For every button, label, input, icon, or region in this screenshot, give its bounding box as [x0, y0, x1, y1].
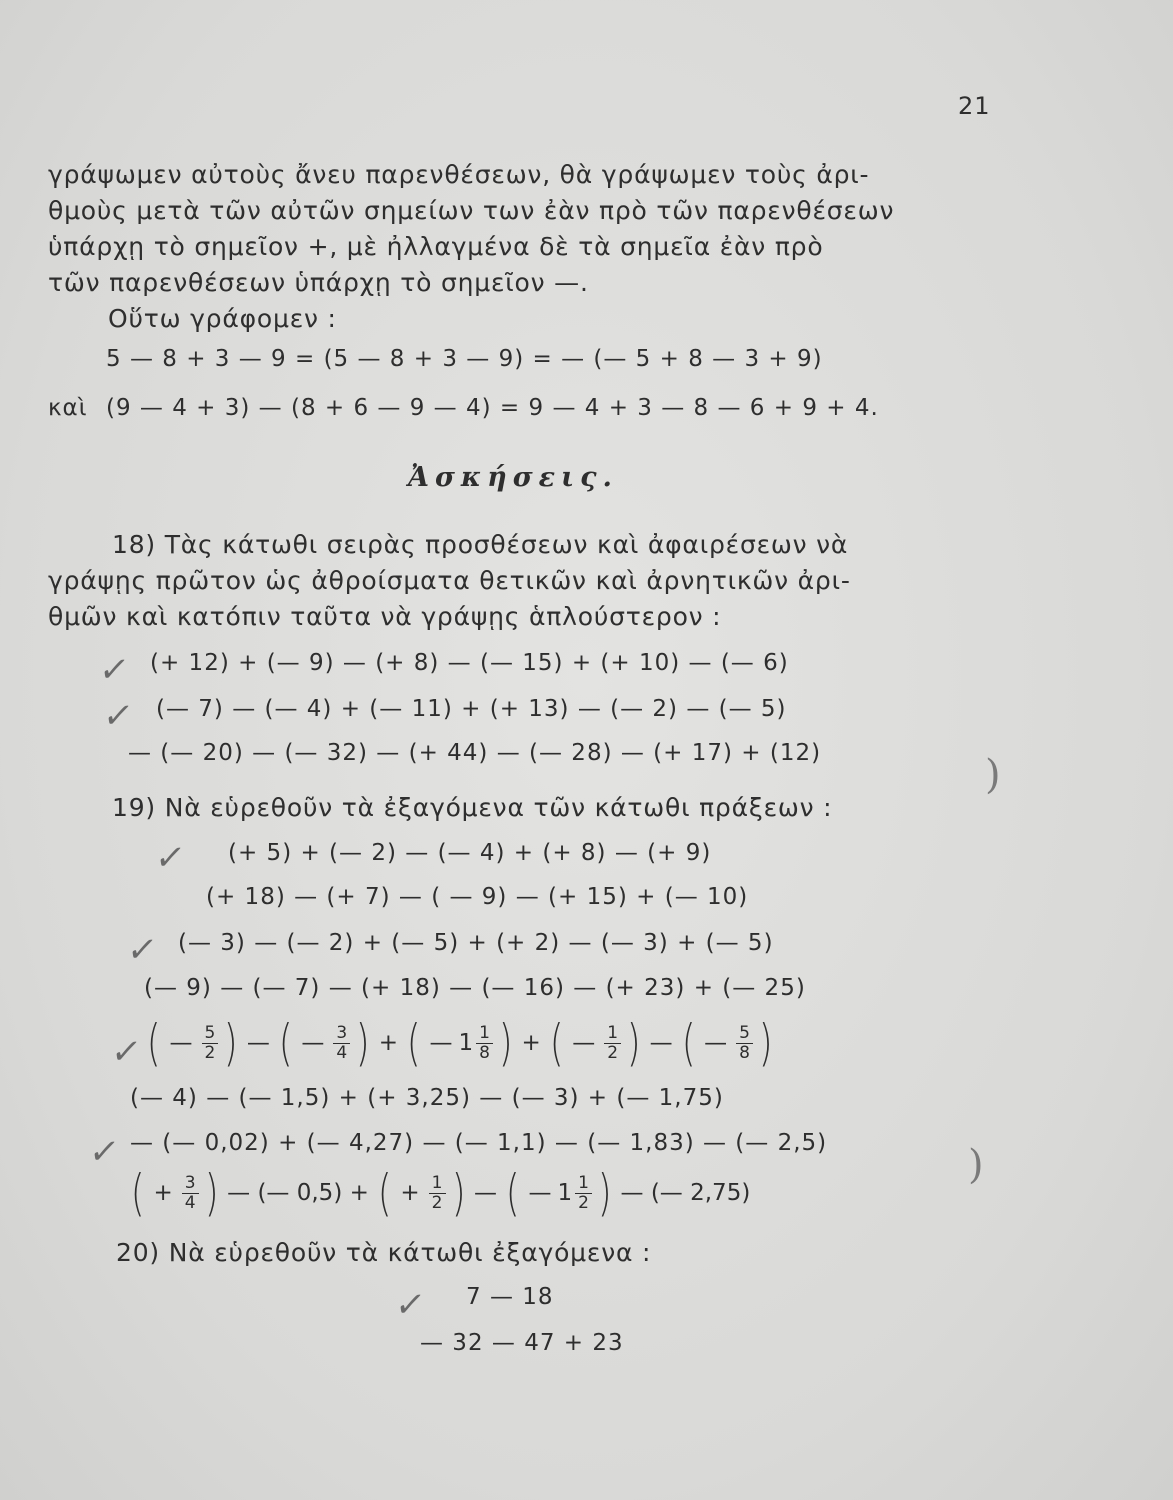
ex19-expr-5: (— 4) — (— 1,5) + (+ 3,25) — (— 3) + (— 1,75)	[130, 1085, 724, 1111]
checkmark-icon: ✓	[124, 930, 161, 970]
fraction: $\frac{3}{4}$	[333, 1024, 350, 1062]
checkmark-icon: ✓	[100, 696, 137, 736]
ex19-fraction-expr-2: ( + $\frac{3}{4}$ ) — (— 0,5) + ( + $\frac{1}{2}$ ) — ( — 1 $\frac{1}{2}$ ) — (— 2,75)	[130, 1164, 751, 1222]
example-1: 5 — 8 + 3 — 9 = (5 — 8 + 3 — 9) = — (— 5 + 8 — 3 + 9)	[106, 346, 823, 372]
ex20-expr-2: — 32 — 47 + 23	[420, 1330, 624, 1356]
side-mark-icon: )	[985, 752, 1001, 798]
fraction: $\frac{1}{2}$	[604, 1024, 621, 1062]
ex19-expr-4: (— 9) — (— 7) — (+ 18) — (— 16) — (+ 23) + (— 25)	[144, 975, 806, 1001]
ex19-expr-1: (+ 5) + (— 2) — (— 4) + (+ 8) — (+ 9)	[228, 840, 712, 866]
ex19-fraction-expr-1: ( — $\frac{5}{2}$ ) — ( — $\frac{3}{4}$ ) + ( — 1 $\frac{1}{8}$ ) + ( — $\frac{1}{2}$ ) — ( — $\frac{5}{8}$ )	[146, 1014, 773, 1072]
intro-line-1: γράψωμεν αὐτοὺς ἄνευ παρενθέσεων, θὰ γράψωμεν τοὺς ἀρι-	[48, 160, 870, 189]
checkmark-icon: ✓	[392, 1285, 429, 1325]
ex18-expr-3: — (— 20) — (— 32) — (+ 44) — (— 28) — (+ 17) + (12)	[128, 740, 822, 766]
ex19-heading: 19) Νὰ εὑρεθοῦν τὰ ἐξαγόμενα τῶν κάτωθι πράξεων :	[112, 793, 833, 822]
ex18-expr-1: (+ 12) + (— 9) — (+ 8) — (— 15) + (+ 10) — (— 6)	[150, 650, 789, 676]
intro-line-2: θμοὺς μετὰ τῶν αὐτῶν σημείων των ἐὰν πρὸ τῶν παρενθέσεων	[48, 196, 895, 225]
outo-line: Οὕτω γράφομεν :	[108, 304, 337, 333]
fraction: $\frac{3}{4}$	[182, 1174, 199, 1212]
ex19-expr-3: (— 3) — (— 2) + (— 5) + (+ 2) — (— 3) + (— 5)	[178, 930, 774, 956]
ex19-expr-2: (+ 18) — (+ 7) — ( — 9) — (+ 15) + (— 10)	[206, 884, 749, 910]
example-2: (9 — 4 + 3) — (8 + 6 — 9 — 4) = 9 — 4 + 3 — 8 — 6 + 9 + 4.	[106, 395, 879, 421]
ex20-heading: 20) Νὰ εὑρεθοῦν τὰ κάτωθι ἐξαγόμενα :	[116, 1238, 652, 1267]
page-number: 21	[958, 92, 991, 120]
fraction: $\frac{5}{8}$	[736, 1024, 753, 1062]
checkmark-icon: ✓	[86, 1132, 123, 1172]
ex18-expr-2: (— 7) — (— 4) + (— 11) + (+ 13) — (— 2) — (— 5)	[156, 696, 787, 722]
ex19-expr-6: — (— 0,02) + (— 4,27) — (— 1,1) — (— 1,83) — (— 2,5)	[130, 1130, 828, 1156]
example-2-prefix: καὶ	[48, 395, 88, 421]
fraction: $\frac{5}{2}$	[202, 1024, 219, 1062]
checkmark-icon: ✓	[108, 1032, 145, 1072]
fraction: $\frac{1}{2}$	[429, 1174, 446, 1212]
ex18-line-3: θμῶν καὶ κατόπιν ταῦτα νὰ γράψῃς ἁπλούστερον :	[48, 602, 722, 631]
ex20-expr-1: 7 — 18	[466, 1284, 554, 1310]
ex18-line-2: γράψῃς πρῶτον ὡς ἀθροίσματα θετικῶν καὶ ἀρνητικῶν ἀρι-	[48, 566, 851, 595]
checkmark-icon: ✓	[152, 838, 189, 878]
intro-line-3: ὑπάρχῃ τὸ σημεῖον +, μὲ ἠλλαγμένα δὲ τὰ σημεῖα ἐὰν πρὸ	[48, 232, 824, 261]
intro-line-4: τῶν παρενθέσεων ὑπάρχῃ τὸ σημεῖον —.	[48, 268, 589, 297]
ex18-line-1: 18) Τὰς κάτωθι σειρὰς προσθέσεων καὶ ἀφαιρέσεων νὰ	[112, 530, 849, 559]
section-title: Ἀσκήσεις.	[408, 462, 618, 493]
fraction: $\frac{1}{2}$	[575, 1174, 592, 1212]
fraction: $\frac{1}{8}$	[476, 1024, 493, 1062]
side-mark-icon: )	[968, 1142, 984, 1188]
checkmark-icon: ✓	[96, 650, 133, 690]
